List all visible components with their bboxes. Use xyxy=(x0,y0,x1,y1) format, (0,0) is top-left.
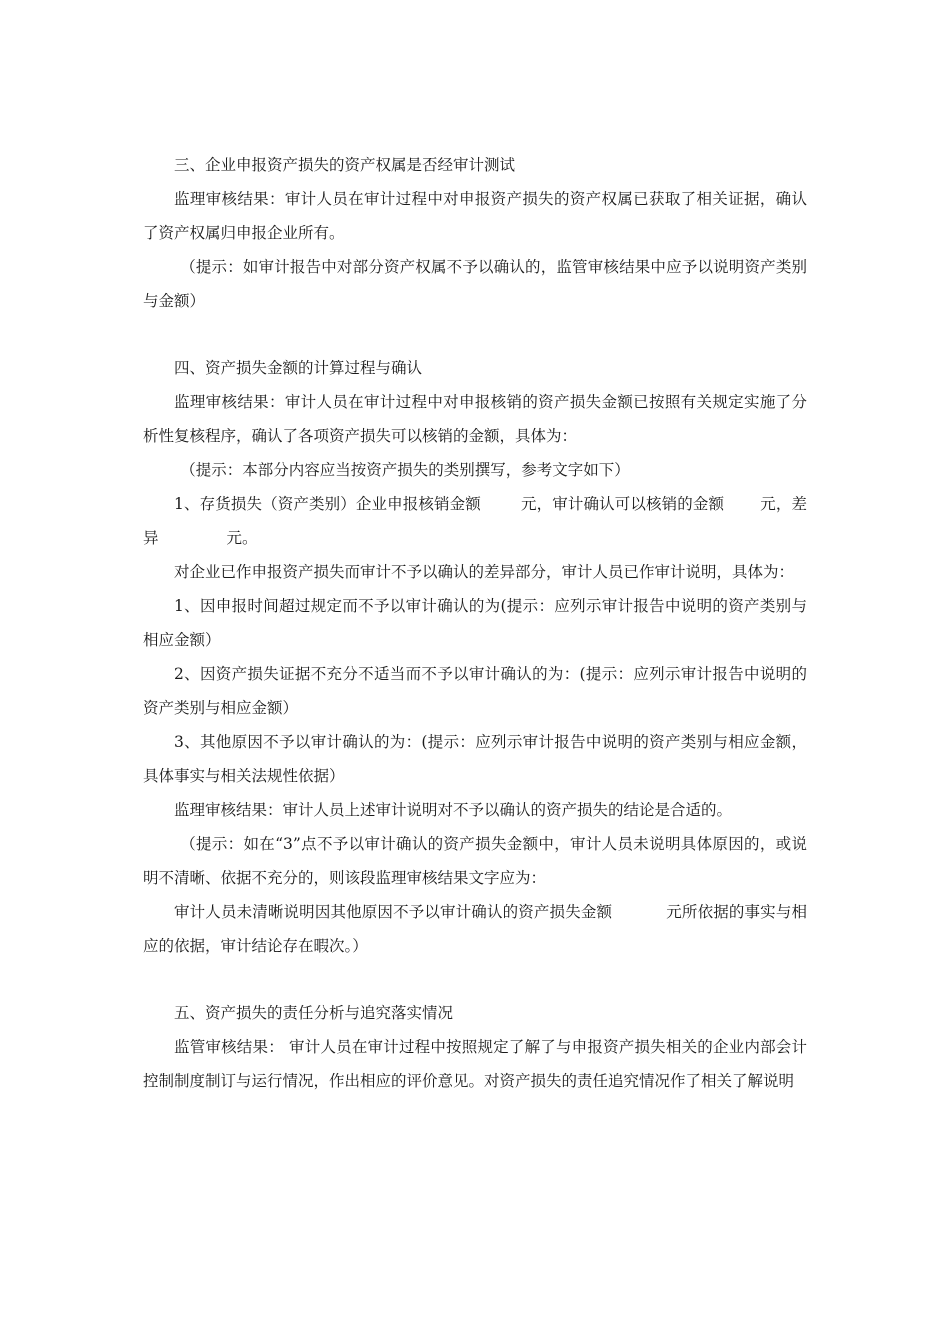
section-4-result-2: 监理审核结果：审计人员上述审计说明对不予以确认的资产损失的结论是合适的。 xyxy=(174,801,733,819)
section-3-hint: （提示：如审计报告中对部分资产权属不予以确认的，监管审核结果中应予以说明资产类别与金额） xyxy=(143,258,807,310)
section-4-hint-2: （提示：如在“3”点不予以审计确认的资产损失金额中，审计人员未说明具体原因的，或说明不清晰、依据不充分的，则该段监理审核结果文字应为： xyxy=(143,835,807,887)
section-3-result: 监理审核结果：审计人员在审计过程中对申报资产损失的资产权属已获取了相关证据，确认了资产权属归申报企业所有。 xyxy=(143,190,807,242)
inventory-loss-item xyxy=(143,487,807,555)
alternative-result-text xyxy=(143,895,807,963)
inventory-loss-text-a: 1、存货损失（资产类别）企业申报核销金额 xyxy=(174,495,481,513)
section-4-hint: （提示：本部分内容应当按资产损失的类别撰写，参考文字如下） xyxy=(180,461,630,479)
alt-text-a: 审计人员未清晰说明因其他原因不予以审计确认的资产损失金额 xyxy=(174,903,613,921)
inventory-loss-text-b: 元，审计确认可以核销的金额 xyxy=(520,495,725,513)
section-4-result: 监理审核结果：审计人员在审计过程中对申报核销的资产损失金额已按照有关规定实施了分析性复核程序，确认了各项资产损失可以核销的金额，具体为： xyxy=(143,393,807,445)
reason-item: 1、因申报时间超过规定而不予以审计确认的为(提示：应列示审计报告中说明的资产类别与相应金额） xyxy=(143,597,807,649)
section-spacer xyxy=(143,318,807,351)
difference-intro: 对企业已作申报资产损失而审计不予以确认的差异部分，审计人员已作审计说明，具体为： xyxy=(174,563,795,581)
inventory-loss-text-d: 元。 xyxy=(226,529,258,547)
inventory-loss-text-c: 元，差异 xyxy=(143,495,807,547)
reason-item: 2、因资产损失证据不充分不适当而不予以审计确认的为：(提示：应列示审计报告中说明的资产类别与相应金额） xyxy=(143,665,807,717)
document-body xyxy=(143,148,807,1098)
alt-text-b: 元所依据的事实与相应的依据，审计结论存在暇次。） xyxy=(143,903,807,955)
section-3-heading: 三、企业申报资产损失的资产权属是否经审计测试 xyxy=(174,156,516,174)
section-5-heading: 五、资产损失的责任分析与追究落实情况 xyxy=(174,1004,454,1022)
section-5-result: 监管审核结果： 审计人员在审计过程中按照规定了解了与申报资产损失相关的企业内部会计控制制度制订与运行情况，作出相应的评价意见。对资产损失的责任追究情况作了相关了解说明 xyxy=(143,1038,807,1090)
section-4-heading: 四、资产损失金额的计算过程与确认 xyxy=(174,359,423,377)
section-spacer xyxy=(143,963,807,996)
reason-item: 3、其他原因不予以审计确认的为：(提示：应列示审计报告中说明的资产类别与相应金额，具体事实与相关法规性依据） xyxy=(143,733,807,785)
